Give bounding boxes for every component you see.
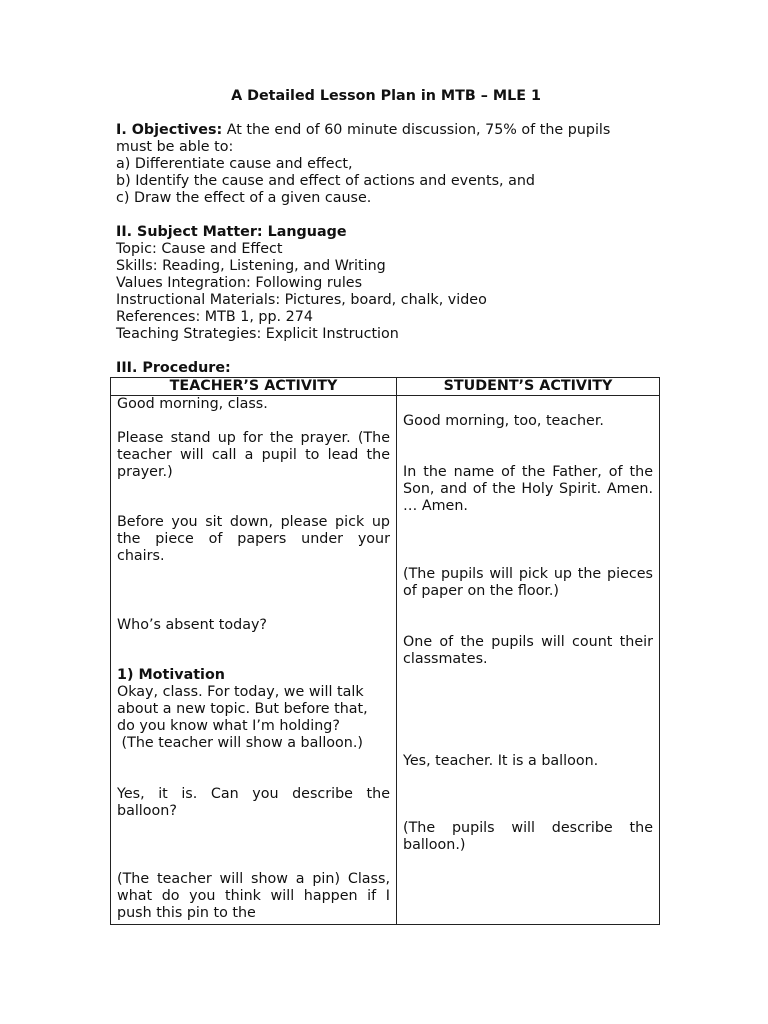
teacher-activity-cell: [111, 396, 397, 925]
procedure-table: [110, 377, 660, 925]
teacher-line: Okay, class. For today, we will talk about a new topic. But before that, do you know what I’m holding?: [117, 684, 368, 734]
objective-item: c) Draw the effect of a given cause.: [116, 190, 372, 206]
objectives-intro-cont: must be able to:: [116, 139, 234, 155]
teacher-line: Who’s absent today?: [117, 617, 268, 633]
subject-matter-line: Teaching Strategies: Explicit Instruction: [116, 326, 399, 342]
student-line: Yes, teacher. It is a balloon.: [403, 753, 599, 769]
motivation-heading: 1) Motivation: [117, 667, 225, 683]
teacher-line: Good morning, class.: [117, 396, 268, 412]
objectives-intro-line: [116, 122, 610, 139]
student-line: In the name of the Father, of the Son, and of the Holy Spirit. Amen. … Amen.: [403, 464, 653, 514]
document-title: A Detailed Lesson Plan in MTB – MLE 1: [231, 88, 541, 104]
teacher-line: (The teacher will show a balloon.): [117, 735, 363, 751]
subject-matter-line: Values Integration: Following rules: [116, 275, 363, 291]
student-activity-header: STUDENT’S ACTIVITY: [397, 378, 660, 396]
objective-item: b) Identify the cause and effect of actions and events, and: [116, 173, 536, 189]
teacher-line: (The teacher will show a pin) Class, what do you think will happen if I push this pin to the: [117, 871, 390, 921]
subject-matter-line: Skills: Reading, Listening, and Writing: [116, 258, 386, 274]
student-line: (The pupils will describe the balloon.): [403, 820, 653, 853]
objectives-intro: At the end of 60 minute discussion, 75% of the pupils: [222, 122, 611, 138]
subject-matter-heading: II. Subject Matter: Language: [116, 224, 347, 240]
teacher-line: Please stand up for the prayer. (The teacher will call a pupil to lead the prayer.): [117, 430, 390, 480]
objectives-heading: I. Objectives:: [116, 122, 223, 138]
objective-item: a) Differentiate cause and effect,: [116, 156, 353, 172]
student-line: (The pupils will pick up the pieces of paper on the floor.): [403, 566, 653, 599]
teacher-line: Before you sit down, please pick up the piece of papers under your chairs.: [117, 514, 390, 564]
student-line: One of the pupils will count their classmates.: [403, 634, 653, 667]
teacher-line: Yes, it is. Can you describe the balloon?: [117, 786, 390, 819]
student-line: Good morning, too, teacher.: [403, 413, 604, 429]
subject-matter-line: Instructional Materials: Pictures, board, chalk, video: [116, 292, 487, 308]
subject-matter-line: References: MTB 1, pp. 274: [116, 309, 313, 325]
student-activity-cell: [397, 396, 660, 925]
teacher-activity-header: TEACHER’S ACTIVITY: [111, 378, 397, 396]
procedure-heading: III. Procedure:: [116, 360, 231, 376]
subject-matter-line: Topic: Cause and Effect: [116, 241, 283, 257]
